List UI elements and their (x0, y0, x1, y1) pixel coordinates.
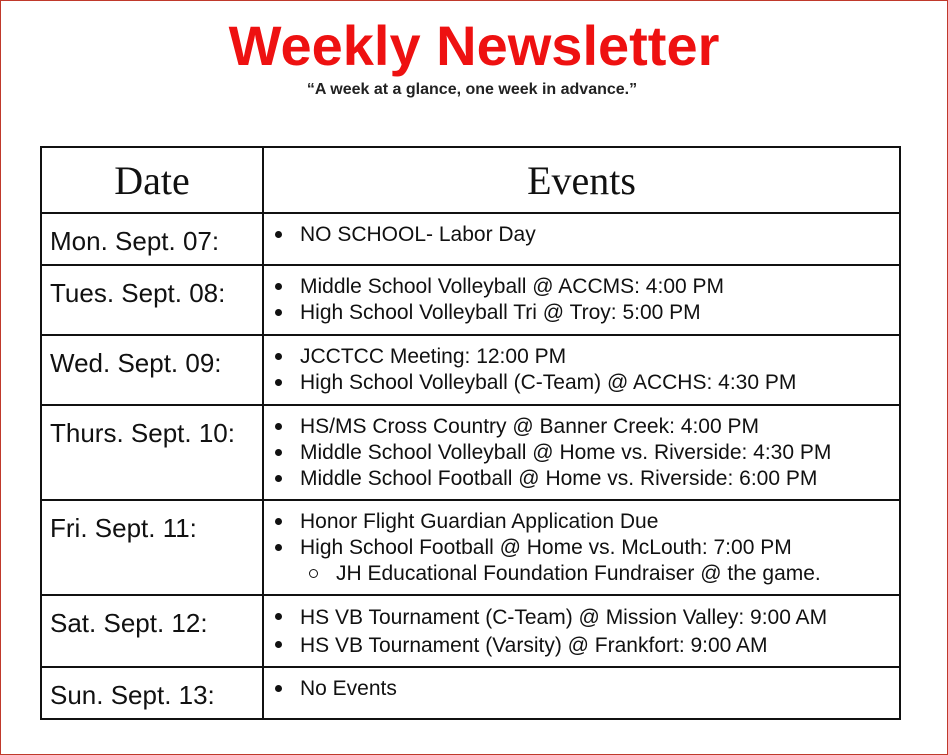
bullet-icon (275, 309, 282, 316)
event-text: High School Volleyball (C-Team) @ ACCHS: 4:30 PM (300, 371, 797, 394)
bullet-icon (275, 449, 282, 456)
list-item (272, 604, 899, 632)
table-row (41, 405, 900, 500)
event-text: Middle School Volleyball @ ACCMS: 4:00 PM (300, 275, 725, 298)
event-text: Honor Flight Guardian Application Due (300, 510, 659, 533)
bullet-icon (275, 613, 282, 620)
row-events (263, 500, 900, 595)
event-text: NO SCHOOL- Labor Day (300, 223, 536, 246)
row-date: Tues. Sept. 08: (41, 265, 263, 335)
event-text: No Events (300, 677, 397, 700)
event-text: High School Volleyball Tri @ Troy: 5:00 PM (300, 301, 701, 324)
row-date: Sat. Sept. 12: (41, 595, 263, 667)
sub-event-text: JH Educational Foundation Fundraiser @ the game. (336, 562, 821, 585)
list-item (272, 676, 899, 702)
newsletter-title: Weekly Newsletter (228, 14, 720, 77)
bullet-icon (275, 231, 282, 238)
list-item (272, 370, 899, 396)
table-row (41, 667, 900, 719)
bullet-icon (275, 379, 282, 386)
event-text: Middle School Football @ Home vs. Riverside: 6:00 PM (300, 467, 818, 490)
row-date: Wed. Sept. 09: (41, 335, 263, 405)
newsletter-subtitle: “A week at a glance, one week in advance.” (306, 81, 638, 98)
table-row (41, 265, 900, 335)
list-item (272, 440, 899, 466)
bullet-icon (275, 518, 282, 525)
list-item (272, 535, 899, 561)
list-item (272, 344, 899, 370)
list-item (272, 222, 899, 248)
date-column-header: Date (41, 147, 263, 213)
list-item (272, 466, 899, 492)
table-header-row (41, 147, 900, 213)
list-item (272, 509, 899, 535)
list-item (272, 300, 899, 326)
row-date: Fri. Sept. 11: (41, 500, 263, 595)
row-date: Mon. Sept. 07: (41, 213, 263, 265)
row-events (263, 265, 900, 335)
bullet-icon (275, 641, 282, 648)
row-events (263, 213, 900, 265)
event-text: Middle School Volleyball @ Home vs. Riverside: 4:30 PM (300, 441, 832, 464)
list-item (272, 274, 899, 300)
row-events (263, 335, 900, 405)
hollow-bullet-icon (309, 569, 318, 578)
bullet-icon (275, 544, 282, 551)
bullet-icon (275, 423, 282, 430)
row-events (263, 405, 900, 500)
event-text: JCCTCC Meeting: 12:00 PM (300, 345, 567, 368)
row-date: Thurs. Sept. 10: (41, 405, 263, 500)
schedule-table (40, 146, 901, 720)
event-text: HS VB Tournament (C-Team) @ Mission Valley: 9:00 AM (300, 606, 828, 629)
table-row (41, 335, 900, 405)
row-events (263, 595, 900, 667)
bullet-icon (275, 283, 282, 290)
list-item (272, 414, 899, 440)
events-column-header: Events (263, 147, 900, 213)
bullet-icon (275, 475, 282, 482)
table-row (41, 213, 900, 265)
row-events (263, 667, 900, 719)
event-text: HS VB Tournament (Varsity) @ Frankfort: 9:00 AM (300, 634, 768, 657)
event-text: HS/MS Cross Country @ Banner Creek: 4:00 PM (300, 415, 759, 438)
event-text: High School Football @ Home vs. McLouth: 7:00 PM (300, 536, 792, 559)
bullet-icon (275, 685, 282, 692)
table-row (41, 500, 900, 595)
row-date: Sun. Sept. 13: (41, 667, 263, 719)
list-item (272, 561, 899, 587)
bullet-icon (275, 353, 282, 360)
list-item (272, 632, 899, 660)
table-row (41, 595, 900, 667)
